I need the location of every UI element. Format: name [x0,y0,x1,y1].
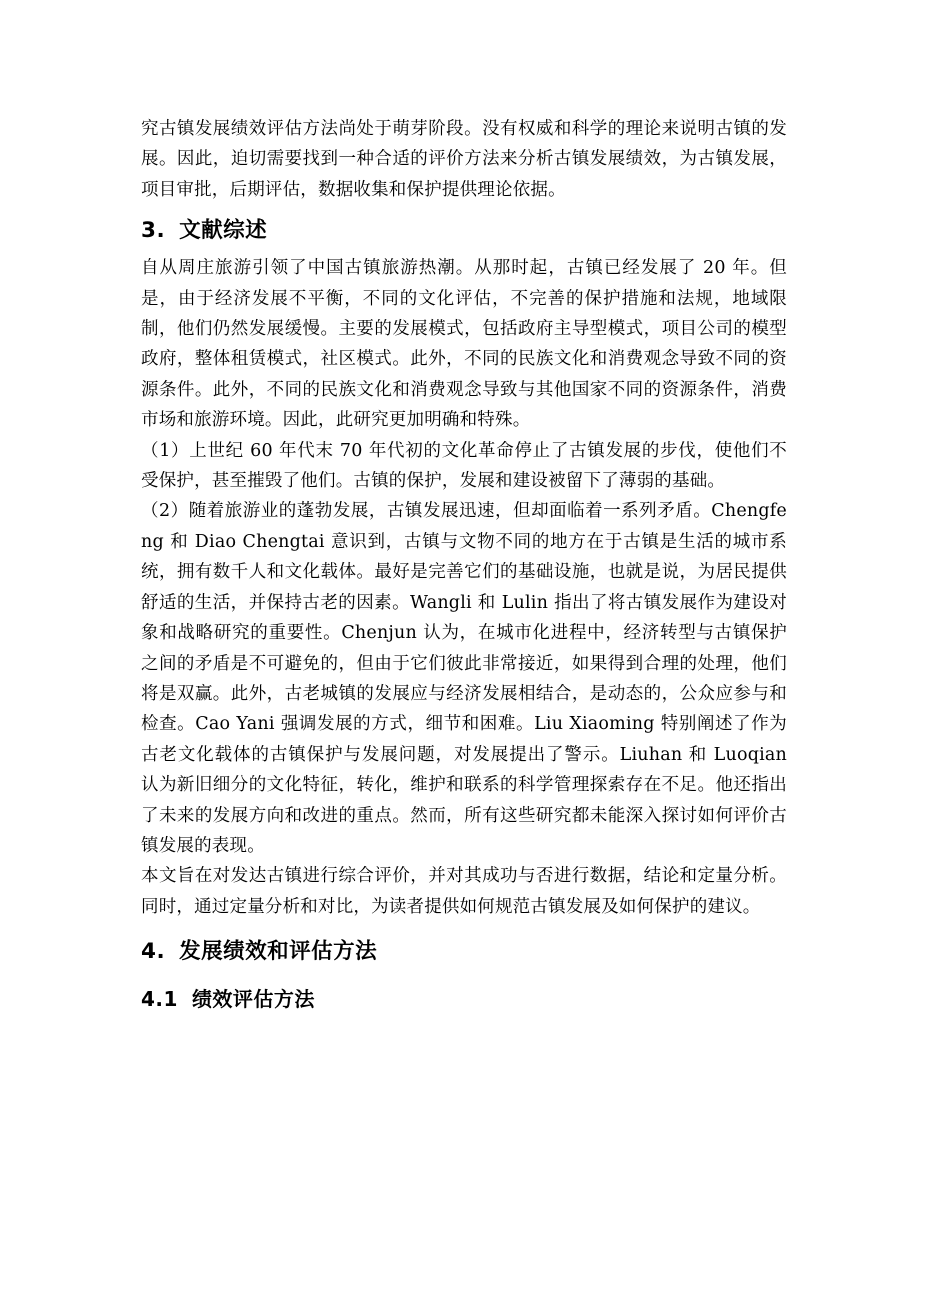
section-3-paragraph-3: （2）随着旅游业的蓬勃发展，古镇发展迅速，但却面临着一系列矛盾。Chengfeng 和 Diao Chengtai 意识到，古镇与文物不同的地方在于古镇是生活的城市系统，拥有数千人和文化载体。最好是完善它们的基础设施，也就是说，为居民提供舒适的生活，并保持古老的因素。Wangli 和 Lulin 指出了将古镇发展作为建设对象和战略研究的重要性。Chenjun 认为，在城市化进程中，经济转型与古镇保护之间的矛盾是不可避免的，但由于它们彼此非常接近，如果得到合理的处理，他们将是双赢。此外，古老城镇的发展应与经济发展相结合，是动态的，公众应参与和检查。Cao Yani 强调发展的方式，细节和困难。Liu Xiaoming 特别阐述了作为古老文化载体的古镇保护与发展问题，对发展提出了警示。Liuhan 和 Luoqian 认为新旧细分的文化特征，转化，维护和联系的科学管理探索存在不足。他还指出了未来的发展方向和改进的重点。然而，所有这些研究都未能深入探讨如何评价古镇发展的表现。 [141,501,788,856]
section-3-paragraph-4: 本文旨在对发达古镇进行综合评价，并对其成功与否进行数据，结论和定量分析。同时，通过定量分析和对比，为读者提供如何规范古镇发展及如何保护的建议。 [141,866,787,917]
section-3-paragraph-2: （1）上世纪 60 年代末 70 年代初的文化革命停止了古镇发展的步伐，使他们不受保护，甚至摧毁了他们。古镇的保护，发展和建设被留下了薄弱的基础。 [141,440,787,492]
section-4-title: 发展绩效和评估方法 [179,939,378,965]
section-4-number: 4. [141,939,166,965]
document-page [141,114,787,1014]
section-4-heading [141,936,787,968]
section-4-1-heading [141,984,787,1014]
section-4-1-title: 绩效评估方法 [191,987,315,1012]
section-3-number: 3. [141,218,166,244]
section-3-title: 文献综述 [179,218,268,244]
section-3-paragraph-1: 自从周庄旅游引领了中国古镇旅游热潮。从那时起，古镇已经发展了 20 年。但是，由于经济发展不平衡，不同的文化评估，不完善的保护措施和法规，地域限制，他们仍然发展缓慢。主要的发展模式，包括政府主导型模式，项目公司的模型政府，整体租赁模式，社区模式。此外，不同的民族文化和消费观念导致不同的资源条件。此外，不同的民族文化和消费观念导致与其他国家不同的资源条件，消费市场和旅游环境。因此，此研究更加明确和特殊。 [141,258,787,431]
section-4-1-number: 4.1 [141,987,178,1012]
intro-paragraph: 究古镇发展绩效评估方法尚处于萌芽阶段。没有权威和科学的理论来说明古镇的发展。因此，迫切需要找到一种合适的评价方法来分析古镇发展绩效，为古镇发展，项目审批，后期评估，数据收集和保护提供理论依据。 [141,119,787,200]
section-3-heading [141,215,787,247]
